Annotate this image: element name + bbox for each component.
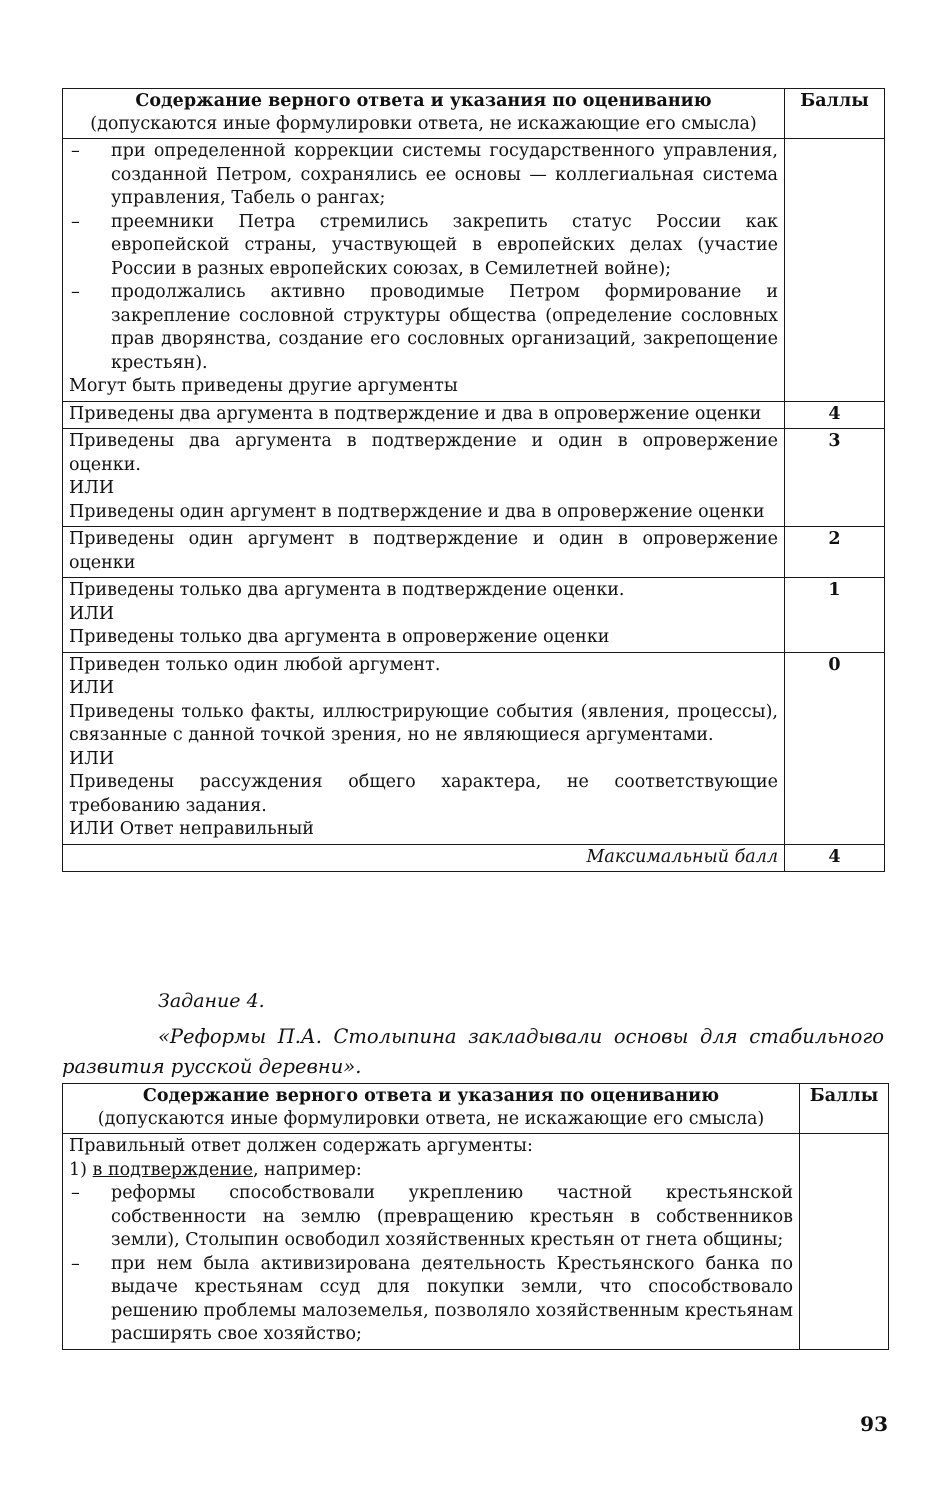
score-row [63,429,885,527]
header-cell [63,89,785,139]
list-item: – реформы способствовали укреплению частной крестьянской собственности на землю (превращению крестьян в собственников земли), Столыпин освободил хозяйственных крестьян от гнета общины; [69,1182,793,1253]
criterion-text: Приведены только факты, иллюстрирующие события (явления, процессы), связанные с данной точкой зрения, но не являющиеся аргументами. [69,701,778,745]
header-title: Содержание верного ответа и указания по оцениванию [142,1086,720,1106]
criterion-text: Приведены только два аргумента в опровержение оценки [69,627,610,647]
content-note: Могут быть приведены другие аргументы [69,376,458,396]
header-title: Содержание верного ответа и указания по оцениванию [135,91,712,111]
header-cell [63,1084,800,1134]
header-subtitle: (допускаются иные формулировки ответа, не искажающие его смысла) [97,1109,765,1129]
list-item: – продолжались активно проводимые Петром формирование и закрепление сословной структуры общества (определение сословных прав дворянства, создание его сословных организаций, закрепощение крестьян). [69,281,778,375]
header-subtitle: (допускаются иные формулировки ответа, не искажающие его смысла) [90,114,757,134]
criterion-or: ИЛИ [69,603,115,624]
score-row [63,578,885,653]
criterion-text: Приведены только два аргумента в подтверждение оценки. [69,580,625,600]
content-row [63,139,885,402]
section-number: 1) [69,1159,87,1180]
task-quote: «Реформы П.А. Столыпина закладывали основы для стабильного развития русской деревни». [62,1025,884,1078]
page-number: 93 [860,1412,888,1436]
criterion-or: ИЛИ [69,748,115,769]
score-row [63,527,885,578]
rubric-table-2 [62,1083,889,1350]
max-score-row [63,844,885,872]
content-cell [63,139,785,402]
criterion-text: Приведены один аргумент в подтверждение и один в опровержение оценки [69,529,778,573]
section-heading [69,1159,793,1183]
criterion-text: ИЛИ Ответ неправильный [69,819,314,839]
score-row [63,401,885,429]
criterion-cell [63,429,785,527]
content-row [63,1134,889,1350]
answer-intro: Правильный ответ должен содержать аргументы: [69,1136,533,1156]
criterion-or: ИЛИ [69,478,115,498]
score-row [63,652,885,844]
max-score-label: Максимальный балл [63,844,785,872]
rubric-table-1 [62,88,885,872]
criterion-text: Приведены два аргумента в подтверждение и один в опровержение оценки. [69,431,778,475]
empty-points-cell [800,1134,889,1350]
criterion-cell [63,652,785,844]
score-value: 2 [785,527,885,578]
list-item: – при нем была активизирована деятельность Крестьянского банка по выдаче крестьянам ссуд для покупки земли, что способствовало решению проблемы малоземелья, позволяло хозяйственным крестьянам расширять свое хозяйство; [69,1253,793,1347]
task-title: Задание 4. [158,990,265,1012]
criterion-text: Приведен только один любой аргумент. [69,654,441,675]
content-cell [63,1134,800,1350]
empty-points-cell [785,139,885,402]
list-item: – при определенной коррекции системы государственного управления, созданной Петром, сохранялись ее основы — коллегиальная система управления, Табель о рангах; [69,140,778,211]
list-item: – преемники Петра стремились закрепить статус России как европейской страны, участвующей в европейских делах (участие России в разных европейских союзах, в Семилетней войне); [69,211,778,282]
criterion-cell [63,401,785,429]
table-header-row [63,89,885,139]
max-score-value: 4 [785,844,885,872]
criterion-or: ИЛИ [69,678,115,698]
score-value: 3 [785,429,885,527]
criterion-text: Приведены два аргумента в подтверждение и два в опровержение оценки [69,403,762,424]
table-header-row [63,1084,889,1134]
criterion-cell [63,578,785,653]
points-header: Баллы [800,1084,889,1134]
criterion-text: Приведены один аргумент в подтверждение и два в опровержение оценки [69,501,765,522]
points-header: Баллы [785,89,885,139]
section-suffix: , например: [252,1159,362,1180]
section-label: в подтверждение [92,1159,253,1180]
score-value: 4 [785,401,885,429]
criterion-text: Приведены рассуждения общего характера, не соответствующие требованию задания. [69,772,778,816]
score-value: 0 [785,652,885,844]
score-value: 1 [785,578,885,653]
criterion-cell [63,527,785,578]
